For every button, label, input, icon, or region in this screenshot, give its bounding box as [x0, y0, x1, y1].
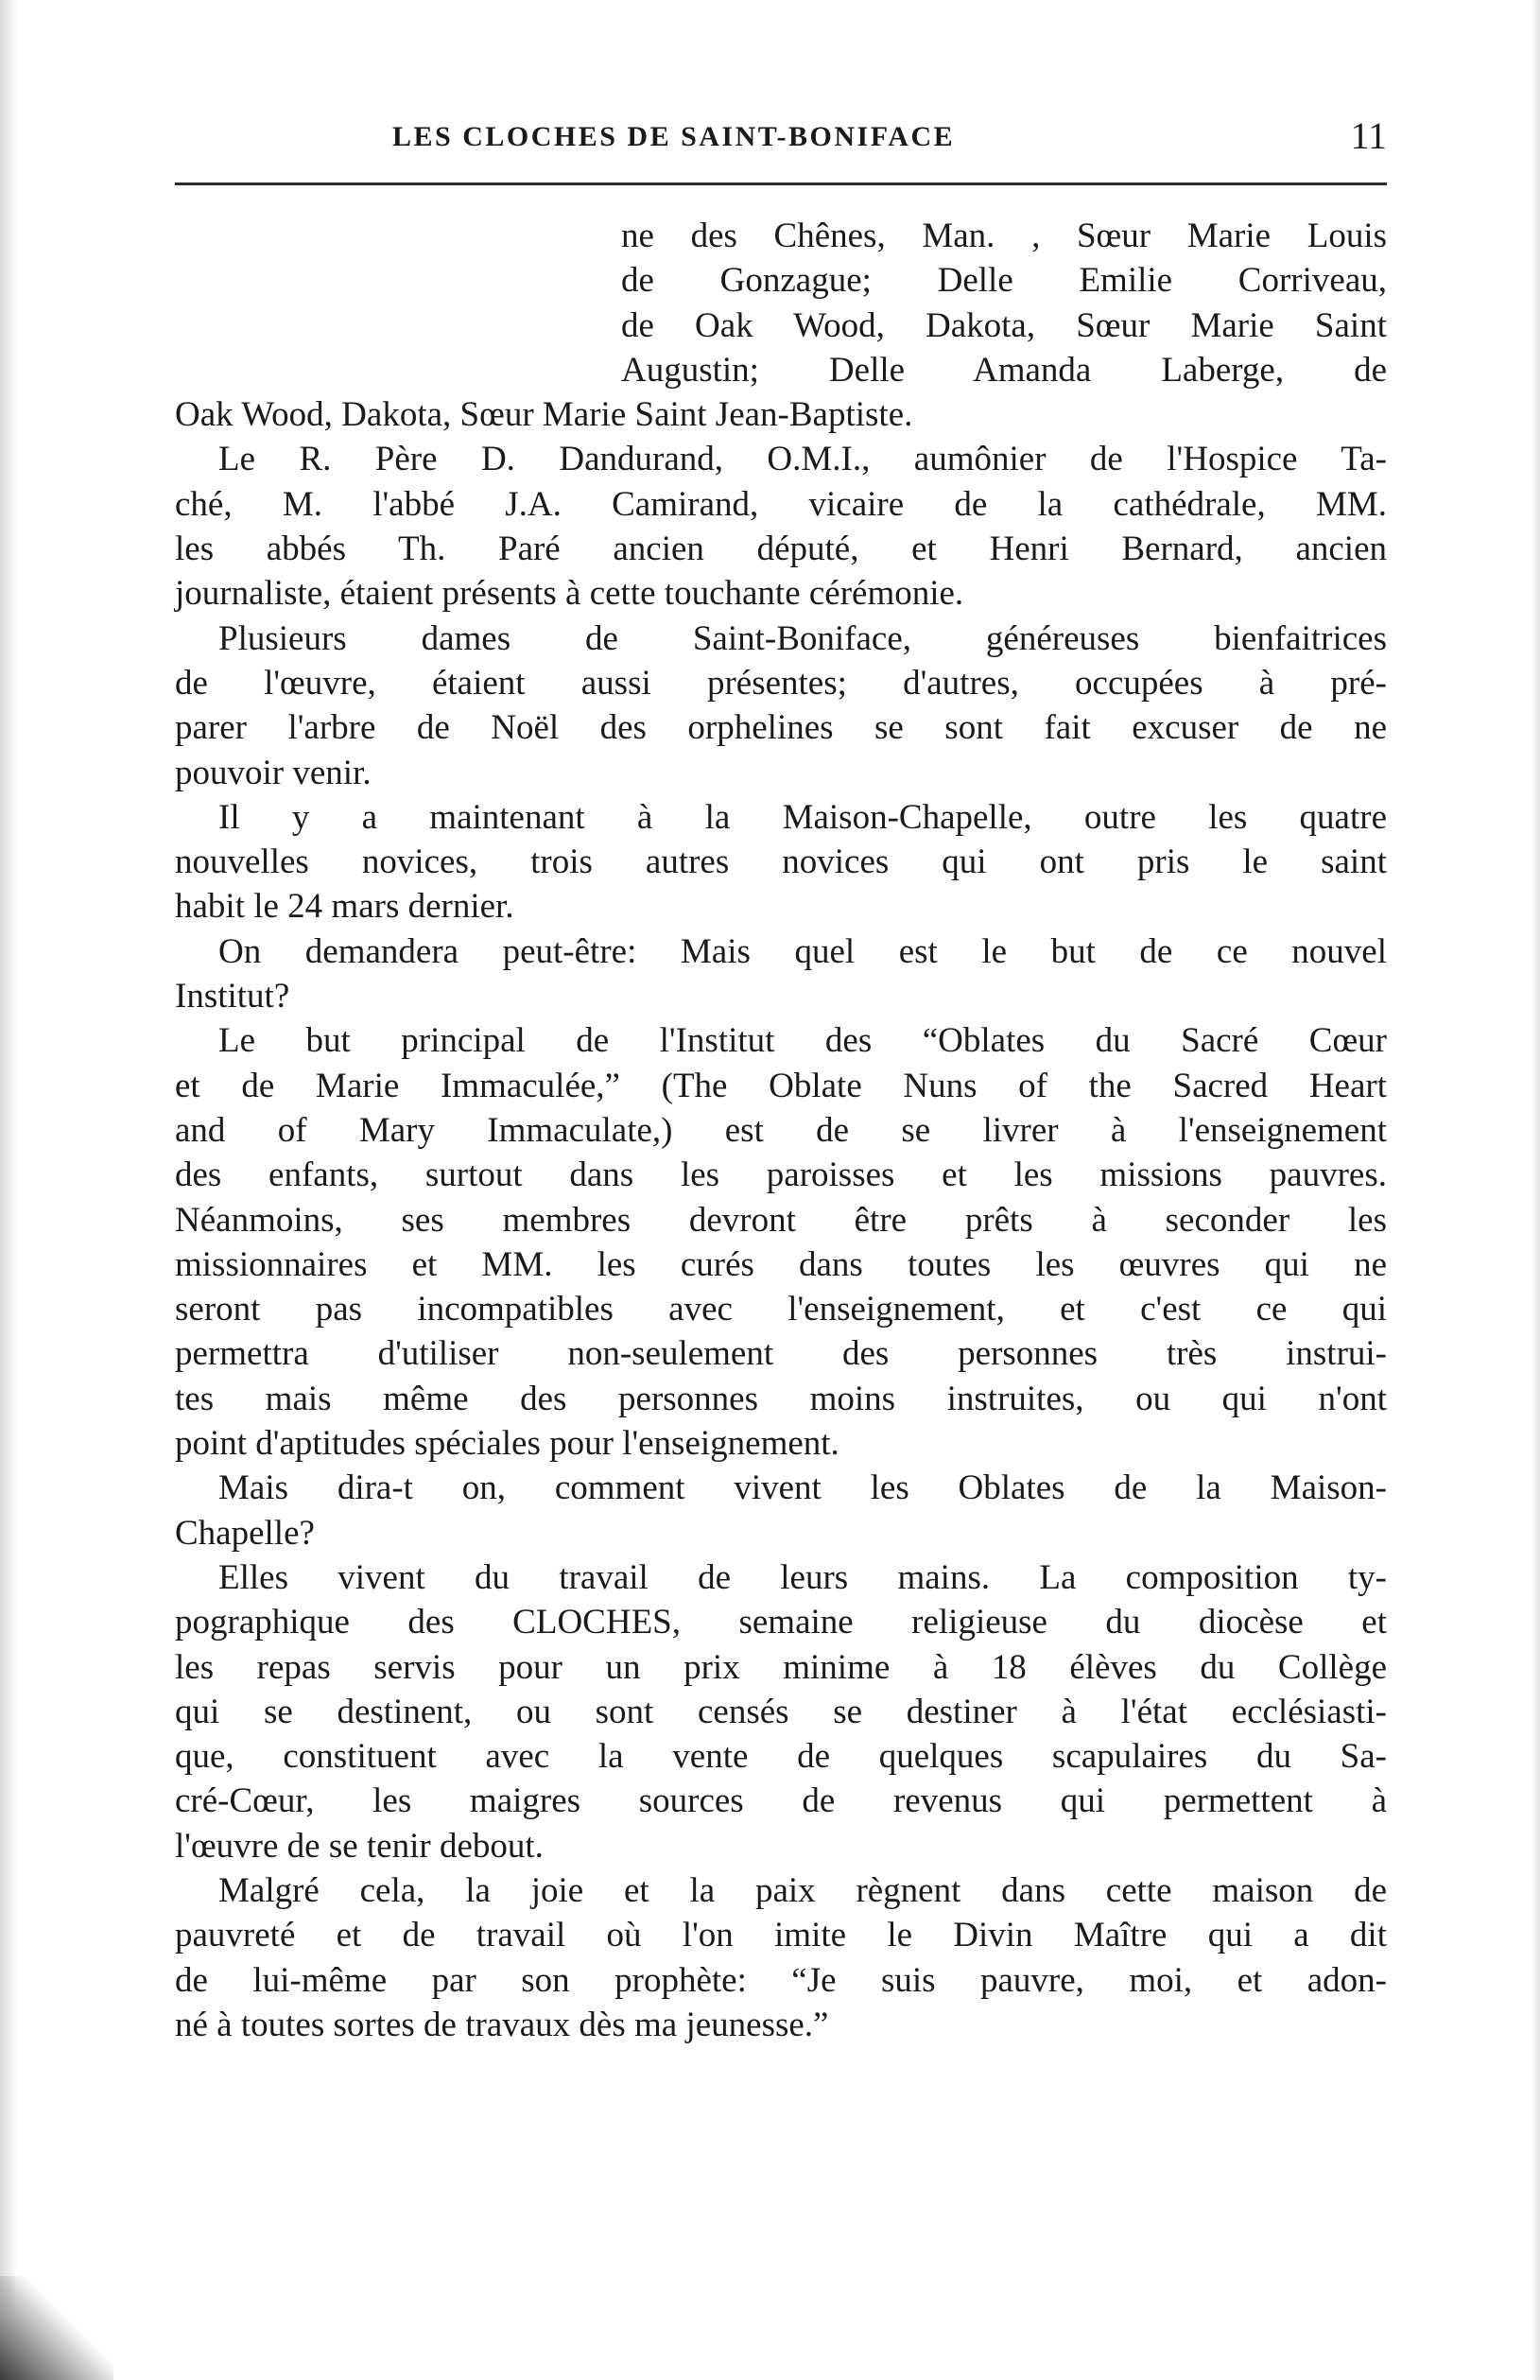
text-line: seront pas incompatibles avec l'enseignement, et c'est ce qui [175, 1290, 1387, 1329]
running-title: LES CLOCHES DE SAINT-BONIFACE [392, 121, 956, 152]
text-line: tes mais même des personnes moins instruites, ou qui n'ont [175, 1379, 1387, 1418]
text-line: point d'aptitudes spéciales pour l'enseignement. [175, 1424, 839, 1464]
text-line: and of Mary Immaculate,) est de se livrer à l'enseignement [175, 1110, 1387, 1150]
paragraph [175, 617, 1387, 795]
scan-edge-right [1531, 0, 1540, 2380]
text-line: ne des Chênes, Man. , Sœur Marie Louis [621, 217, 1387, 255]
header-rule [175, 182, 1387, 185]
text-line: Il y a maintenant à la Maison-Chapelle, outre les quatre [218, 797, 1387, 837]
text-line: nouvelles novices, trois autres novices qui ont pris le saint [175, 843, 1387, 882]
text-line: habit le 24 mars dernier. [175, 887, 514, 927]
text-line: que, constituent avec la vente de quelques scapulaires du Sa- [175, 1737, 1387, 1777]
text-line: les repas servis pour un prix minime à 18 élèves du Collège [175, 1647, 1387, 1687]
text-line: Institut? [175, 977, 290, 1016]
text-line: qui se destinent, ou sont censés se destiner à l'état ecclésiasti- [175, 1692, 1387, 1731]
text-line: de Oak Wood, Dakota, Sœur Marie Saint [621, 305, 1387, 345]
paragraph [175, 929, 1387, 1019]
text-line: Néanmoins, ses membres devront être prêts à seconder les [175, 1200, 1387, 1240]
text-line: Elles vivent du travail de leurs mains. La composition ty- [218, 1557, 1387, 1597]
text-line: pouvoir venir. [175, 753, 372, 792]
text-line: Plusieurs dames de Saint-Boniface, généreuses bienfaitrices [218, 618, 1387, 658]
text-line: Le but principal de l'Institut des “Oblates du Sacré Cœur [218, 1021, 1387, 1061]
page-number: 11 [1350, 114, 1387, 157]
text-line: de Gonzague; Delle Emilie Corriveau, [621, 261, 1387, 301]
paragraph [175, 1466, 1387, 1555]
page-body [175, 214, 1387, 2047]
text-line: On demandera peut-être: Mais quel est le but de ce nouvel [218, 931, 1387, 971]
page-header [175, 112, 1387, 168]
text-line: Chapelle? [175, 1513, 315, 1553]
text-line: les abbés Th. Paré ancien député, et Henri Bernard, ancien [175, 530, 1387, 569]
text-line: Le R. Père D. Dandurand, O.M.I., aumônier de l'Hospice Ta- [218, 440, 1387, 479]
paragraph [175, 1018, 1387, 1466]
text-line: de l'œuvre, étaient aussi présentes; d'autres, occupées à pré- [175, 663, 1387, 703]
text-line: parer l'arbre de Noël des orphelines se sont fait excuser de ne [175, 708, 1387, 748]
text-line: cré-Cœur, les maigres sources de revenus qui permettent à [175, 1781, 1387, 1821]
text-line: Malgré cela, la joie et la paix règnent dans cette maison de [218, 1870, 1387, 1910]
text-line: pauvreté et de travail où l'on imite le Divin Maître qui a dit [175, 1916, 1387, 1955]
paragraph [175, 795, 1387, 929]
paragraph-continuation [175, 214, 1387, 437]
paragraph [175, 437, 1387, 616]
paragraph [175, 1868, 1387, 2047]
text-line: et de Marie Immaculée,” (The Oblate Nuns of the Sacred Heart [175, 1066, 1387, 1105]
text-line: Oak Wood, Dakota, Sœur Marie Saint Jean-Baptiste. [175, 395, 913, 435]
text-line: l'œuvre de se tenir debout. [175, 1826, 544, 1866]
text-line: journaliste, étaient présents à cette touchante cérémonie. [175, 574, 964, 614]
text-line: Augustin; Delle Amanda Laberge, de [621, 350, 1387, 390]
text-line: permettra d'utiliser non-seulement des personnes très instrui- [175, 1334, 1387, 1374]
scan-edge-left [0, 0, 17, 2380]
text-line: Mais dira-t on, comment vivent les Oblates de la Maison- [218, 1468, 1387, 1508]
text-line: des enfants, surtout dans les paroisses et les missions pauvres. [175, 1155, 1387, 1195]
text-line: ché, M. l'abbé J.A. Camirand, vicaire de la cathédrale, MM. [175, 484, 1387, 524]
text-line: né à toutes sortes de travaux dès ma jeunesse.” [175, 2005, 829, 2044]
text-line: de lui-même par son prophète: “Je suis pauvre, moi, et adon- [175, 1960, 1387, 2000]
text-line: pographique des CLOCHES, semaine religieuse du diocèse et [175, 1603, 1387, 1642]
scan-corner-shadow [0, 2276, 113, 2380]
paragraph [175, 1555, 1387, 1868]
text-line: missionnaires et MM. les curés dans toutes les œuvres qui ne [175, 1244, 1387, 1284]
